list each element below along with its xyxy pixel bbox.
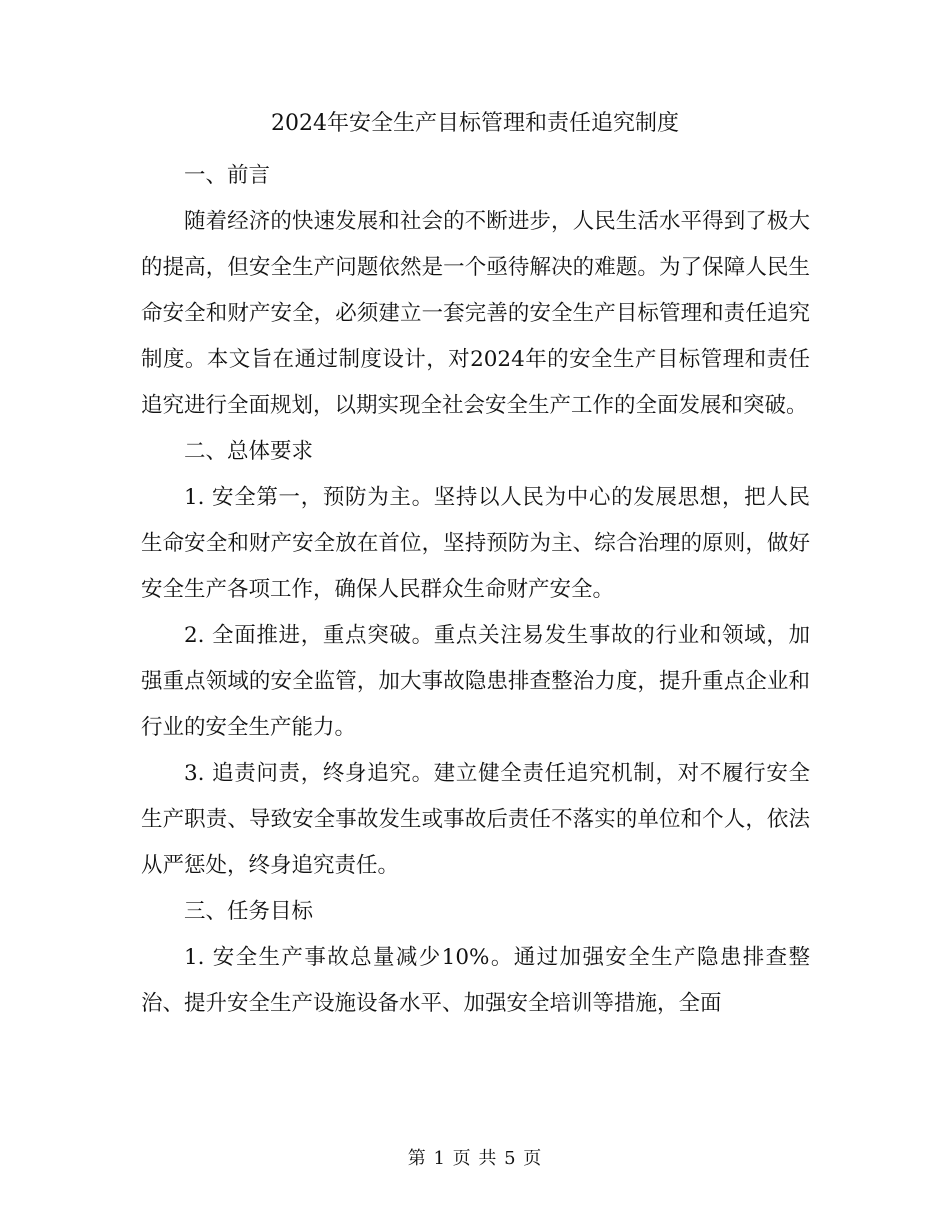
paragraph-requirement-3: 3. 追责问责，终身追究。建立健全责任追究机制，对不履行安全生产职责、导致安全事故发生或事故后责任不落实的单位和个人，依法从严惩处，终身追究责任。	[141, 761, 810, 878]
paragraph-preface: 随着经济的快速发展和社会的不断进步，人民生活水平得到了极大的提高，但安全生产问题依然是一个亟待解决的难题。为了保障人民生命安全和财产安全，必须建立一套完善的安全生产目标管理和责任追究制度。本文旨在通过制度设计，对2024年的安全生产目标管理和责任追究进行全面规划，以期实现全社会安全生产工作的全面发展和突破。	[141, 209, 810, 418]
page-footer: 第 1 页 共 5 页	[407, 1148, 543, 1169]
section-heading-requirements: 二、总体要求	[184, 439, 314, 464]
document-body	[141, 153, 810, 1027]
document-title: 2024年安全生产目标管理和责任追究制度	[271, 111, 679, 136]
section-heading-targets: 三、任务目标	[184, 899, 314, 924]
paragraph-requirement-1: 1. 安全第一，预防为主。坚持以人民为中心的发展思想，把人民生命安全和财产安全放在首位，坚持预防为主、综合治理的原则，做好安全生产各项工作，确保人民群众生命财产安全。	[141, 485, 810, 602]
paragraph-target-1: 1. 安全生产事故总量减少10%。通过加强安全生产隐患排查整治、提升安全生产设施设备水平、加强安全培训等措施，全面	[141, 945, 810, 1016]
paragraph-requirement-2: 2. 全面推进，重点突破。重点关注易发生事故的行业和领域，加强重点领域的安全监管，加大事故隐患排查整治力度，提升重点企业和行业的安全生产能力。	[141, 623, 810, 740]
section-heading-preface: 一、前言	[184, 163, 271, 188]
